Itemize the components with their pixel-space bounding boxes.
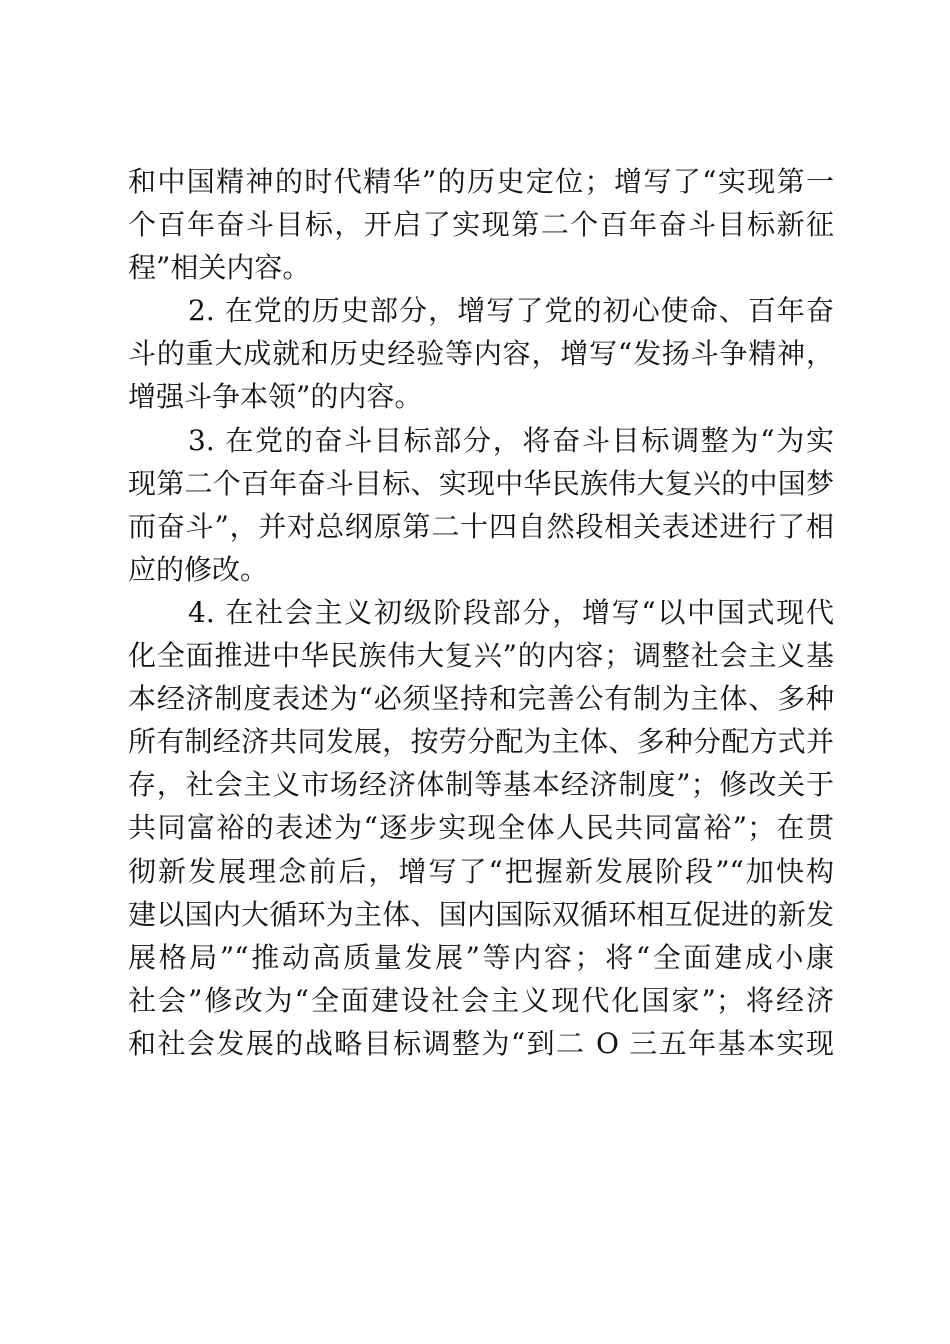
- text-line: 应的修改。: [128, 552, 269, 586]
- text-line: 和社会发展的战略目标调整为“到二 O 三五年基本实现: [128, 1026, 834, 1060]
- paragraph-2-first-line: 2. 在党的历史部分，增写了党的初心使命、百年奋: [188, 294, 834, 328]
- text-line: 所有制经济共同发展，按劳分配为主体、多种分配方式并: [128, 725, 834, 759]
- text-line: 本经济制度表述为“必须坚持和完善公有制为主体、多种: [128, 682, 834, 716]
- text-line: 个百年奋斗目标，开启了实现第二个百年奋斗目标新征: [128, 208, 834, 242]
- text-line: 和中国精神的时代精华”的历史定位；增写了“实现第一: [128, 165, 834, 198]
- text-line: 社会”修改为“全面建设社会主义现代化国家”；将经济: [128, 983, 834, 1017]
- text-line: 而奋斗”，并对总纲原第二十四自然段相关表述进行了相: [128, 509, 834, 543]
- text-line: 建以国内大循环为主体、国内国际双循环相互促进的新发: [128, 897, 834, 931]
- text-line: 增强斗争本领”的内容。: [128, 380, 423, 414]
- text-line: 展格局”“推动高质量发展”等内容；将“全面建成小康: [128, 940, 834, 974]
- text-line: 共同富裕的表述为“逐步实现全体人民共同富裕”；在贯: [128, 811, 834, 845]
- text-line: 现第二个百年奋斗目标、实现中华民族伟大复兴的中国梦: [128, 466, 834, 500]
- text-line: 存，社会主义市场经济体制等基本经济制度”；修改关于: [128, 768, 834, 802]
- text-line: 斗的重大成就和历史经验等内容，增写“发扬斗争精神，: [128, 337, 834, 371]
- text-line: 程”相关内容。: [128, 251, 311, 285]
- body-text: [128, 160, 834, 1065]
- text-line: 彻新发展理念前后，增写了“把握新发展阶段”“加快构: [128, 854, 834, 888]
- text-line: 化全面推进中华民族伟大复兴”的内容；调整社会主义基: [128, 639, 834, 673]
- paragraph-4-first-line: 4. 在社会主义初级阶段部分，增写“以中国式现代: [188, 595, 834, 629]
- paragraph-3-first-line: 3. 在党的奋斗目标部分，将奋斗目标调整为“为实: [188, 423, 834, 457]
